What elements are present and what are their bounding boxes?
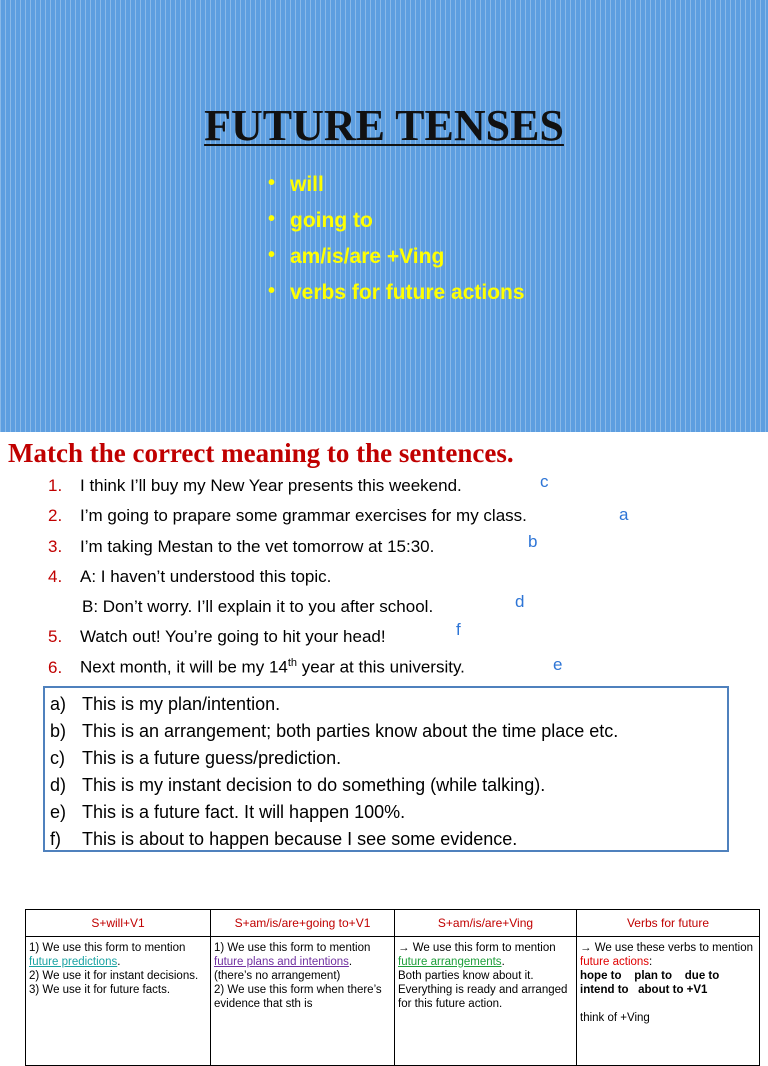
highlight-text: future arrangements xyxy=(398,956,502,968)
handwritten-answer: d xyxy=(515,592,525,611)
cell-paragraph xyxy=(398,941,573,969)
cell-paragraph: Both parties know about it. Everything is ready and arranged for this future action. xyxy=(398,970,568,1010)
table-cell-going-to xyxy=(211,937,395,1066)
cell-paragraph: 2) We use it for instant decisions. xyxy=(29,970,199,982)
meaning-letter: b) xyxy=(50,721,67,741)
meaning-text: This is an arrangement; both parties know about the time place etc. xyxy=(82,721,619,741)
meanings-box xyxy=(43,686,729,852)
meaning-letter: c) xyxy=(50,748,65,768)
cell-paragraph: 2) We use this form when there’s evidence that sth is xyxy=(214,984,382,1010)
handwritten-answer: a xyxy=(619,505,629,524)
meaning-text: This is a future guess/prediction. xyxy=(82,748,342,768)
sentence-text: year at this university. xyxy=(297,657,465,677)
table-cell-verbs xyxy=(577,937,760,1066)
meaning-letter: a) xyxy=(50,694,67,714)
sentence-4b xyxy=(82,597,433,617)
sentence-text: I’m taking Mestan to the vet tomorrow at 15:30. xyxy=(80,537,435,556)
meaning-item xyxy=(50,721,618,742)
sentence-1 xyxy=(48,476,462,496)
table-header: S+am/is/are+going to+V1 xyxy=(211,910,395,937)
highlight-text: future predictions xyxy=(29,956,118,968)
sentence-5 xyxy=(48,627,386,647)
meaning-item xyxy=(50,694,280,715)
sentence-number: 6. xyxy=(48,657,63,677)
cell-paragraph: 3) We use it for future facts. xyxy=(29,984,171,996)
sentence-text: Next month, it will be my 14 xyxy=(80,657,288,677)
handwritten-answer: c xyxy=(540,472,549,491)
sentence-6 xyxy=(48,657,465,678)
meaning-letter: f) xyxy=(50,829,61,849)
meaning-letter: d) xyxy=(50,775,67,795)
sentence-text: I think I’ll buy my New Year presents this weekend. xyxy=(80,476,462,495)
table-header-row xyxy=(26,910,760,937)
meaning-text: This is a future fact. It will happen 100%. xyxy=(82,802,406,822)
meaning-item xyxy=(50,775,545,796)
highlight-text: future actions xyxy=(580,956,650,968)
topic-item: • going to xyxy=(268,206,525,242)
topic-list xyxy=(268,170,525,314)
sentence-text: A: I haven’t understood this topic. xyxy=(80,567,332,586)
meaning-item xyxy=(50,802,405,823)
cell-text: . xyxy=(501,956,505,968)
table-header: S+will+V1 xyxy=(26,910,211,937)
ordinal-suffix: th xyxy=(287,657,298,669)
sentence-3 xyxy=(48,537,434,557)
cell-text: → We use these verbs to mention xyxy=(580,942,754,954)
cell-paragraph: hope to plan to due to intend to about to +V1 xyxy=(580,970,723,996)
exercise-heading: Match the correct meaning to the sentences. xyxy=(8,438,514,468)
cell-text: : xyxy=(649,956,653,968)
meaning-item xyxy=(50,829,517,850)
sentence-2 xyxy=(48,506,527,526)
topic-item: • am/is/are +Ving xyxy=(268,242,525,278)
sentence-number: 1. xyxy=(48,476,63,495)
handwritten-answer: e xyxy=(553,655,563,674)
cell-paragraph xyxy=(29,941,207,969)
topic-item: • will xyxy=(268,170,525,206)
slide-title: FUTURE TENSES xyxy=(204,101,564,150)
cell-text: . (there’s no arrangement) xyxy=(214,956,353,982)
sentence-4 xyxy=(48,567,331,587)
sentence-text: Watch out! You’re going to hit your head! xyxy=(80,627,386,646)
cell-paragraph: think of +Ving xyxy=(580,1012,650,1024)
cell-text: → We use this form to mention xyxy=(398,942,556,954)
cell-paragraph xyxy=(214,941,391,983)
topic-item: • verbs for future actions xyxy=(268,278,525,314)
cell-text: 1) We use this form to mention xyxy=(29,942,186,954)
meaning-text: This is my plan/intention. xyxy=(82,694,281,714)
cell-text: . xyxy=(117,956,121,968)
meaning-item xyxy=(50,748,341,769)
handwritten-answer: b xyxy=(528,532,538,551)
meaning-letter: e) xyxy=(50,802,67,822)
sentence-number: 3. xyxy=(48,537,63,556)
meaning-text: This is about to happen because I see some evidence. xyxy=(82,829,518,849)
table-header: S+am/is/are+Ving xyxy=(395,910,577,937)
sentence-text: B: Don’t worry. I’ll explain it to you after school. xyxy=(82,597,434,616)
sentence-number: 2. xyxy=(48,506,63,525)
cell-paragraph xyxy=(580,941,756,969)
sentence-number: 5. xyxy=(48,627,63,646)
handwritten-answer: f xyxy=(456,620,461,639)
cell-text: 1) We use this form to mention xyxy=(214,942,371,954)
table-cell-will xyxy=(26,937,211,1066)
title-slide xyxy=(0,0,768,432)
table-header: Verbs for future xyxy=(577,910,760,937)
table-row xyxy=(26,937,760,1066)
highlight-text: future plans and intentions xyxy=(214,956,349,968)
future-forms-table xyxy=(25,909,760,1066)
meaning-text: This is my instant decision to do something (while talking). xyxy=(82,775,546,795)
table-cell-ving xyxy=(395,937,577,1066)
sentence-text: I’m going to prapare some grammar exercises for my class. xyxy=(80,506,527,525)
sentence-number: 4. xyxy=(48,567,63,586)
